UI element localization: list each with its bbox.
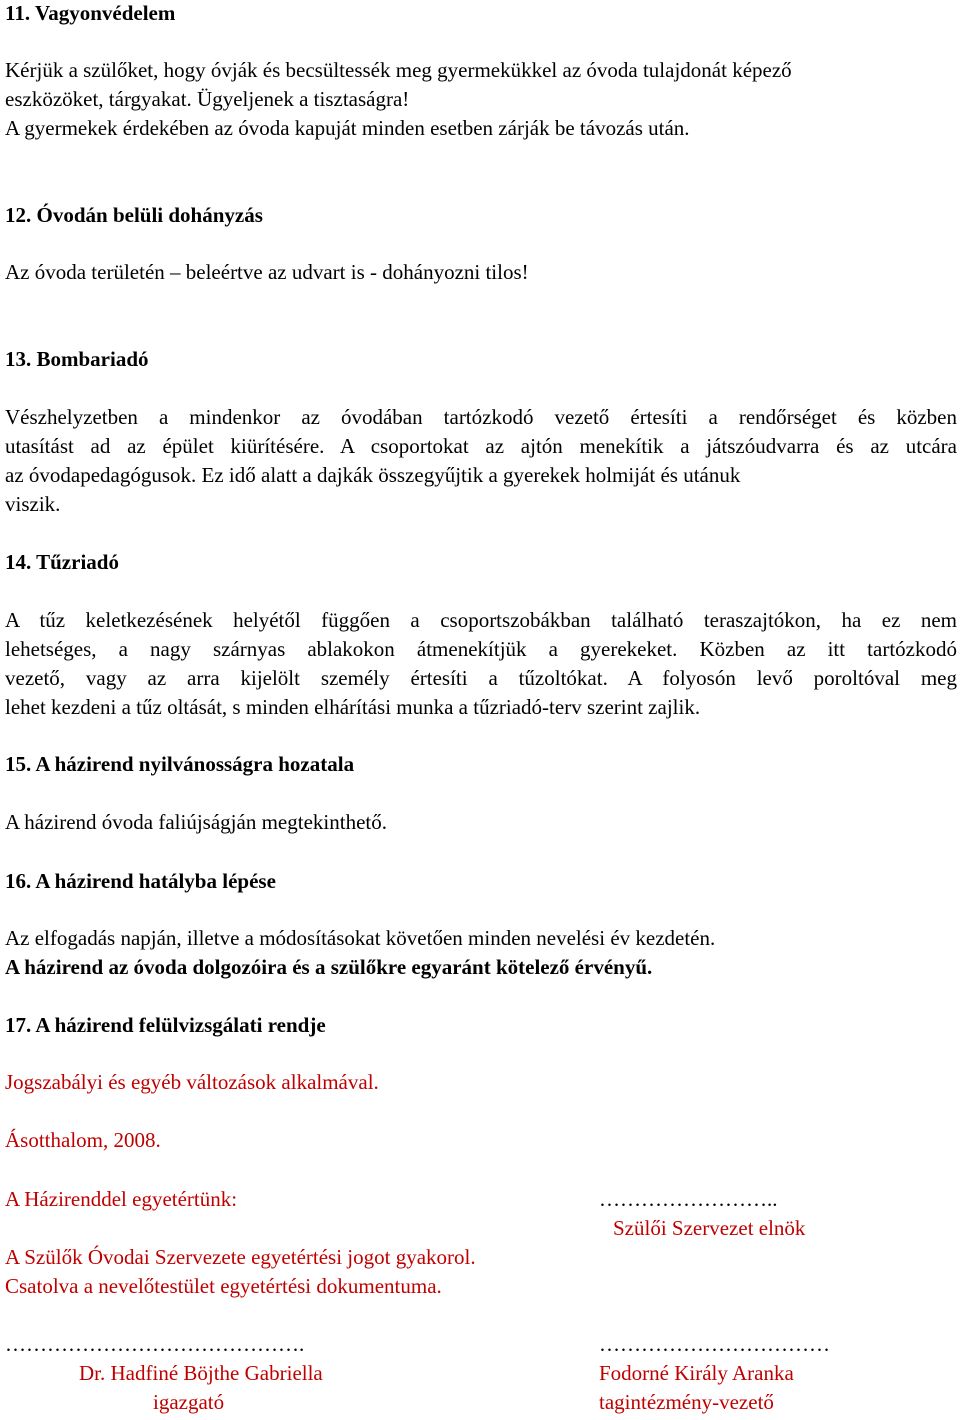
section-14-line-1: A tűz keletkezésének helyétől függően a csoportszobákban található teraszajtókon, ha ez nem [5, 608, 957, 632]
section-13-line-1: Vészhelyzetben a mindenkor az óvodában tartózkodó vezető értesíti a rendőrséget és közben [5, 405, 957, 429]
consent-line-1: A Szülők Óvodai Szervezete egyetértési jogot gyakorol. [5, 1245, 476, 1269]
section-12-line-1: Az óvoda területén – beleértve az udvart is - dohányozni tilos! [5, 260, 529, 284]
section-11-line-3: A gyermekek érdekében az óvoda kapuját minden esetben zárják be távozás után. [5, 116, 690, 140]
left-signature-name: Dr. Hadfiné Böjthe Gabriella [79, 1361, 323, 1385]
section-11-line-2: eszközöket, tárgyakat. Ügyeljenek a tisztaságra! [5, 87, 410, 111]
section-16-line-2: A házirend az óvoda dolgozóira és a szülőkre egyaránt kötelező érvényű. [5, 955, 653, 979]
place-date: Ásotthalom, 2008. [5, 1128, 161, 1152]
section-12-heading: 12. Óvodán belüli dohányzás [5, 203, 263, 227]
section-14-heading: 14. Tűzriadó [5, 550, 119, 574]
parents-org-signature-line: …………………….. [599, 1187, 778, 1211]
section-15-line-1: A házirend óvoda faliújságján megtekinthető. [5, 810, 387, 834]
left-signature-role: igazgató [153, 1390, 225, 1414]
section-14-line-3: vezető, vagy az arra kijelölt személy értesíti a tűzoltókat. A folyosón levő poroltóval meg [5, 666, 957, 690]
section-11-line-1: Kérjük a szülőket, hogy óvják és becsültessék meg gyermekükkel az óvoda tulajdonát képező [5, 58, 792, 82]
section-13-line-4: viszik. [5, 492, 61, 516]
section-15-heading: 15. A házirend nyilvánosságra hozatala [5, 752, 355, 776]
section-16-line-1: Az elfogadás napján, illetve a módosításokat követően minden nevelési év kezdetén. [5, 926, 716, 950]
right-signature-line: …………………………… [599, 1332, 830, 1356]
agreement-text: A Házirenddel egyetértünk: [5, 1187, 238, 1211]
section-13-line-2: utasítást ad az épület kiürítésére. A csoportokat az ajtón menekítik a játszóudvarra és az utcára [5, 434, 957, 458]
section-17-line-1: Jogszabályi és egyéb változások alkalmával. [5, 1070, 379, 1094]
section-14-line-2: lehetséges, a nagy szárnyas ablakokon átmenekítjük a gyerekeket. Közben az itt tartózkodó [5, 637, 957, 661]
consent-line-2: Csatolva a nevelőtestület egyetértési dokumentuma. [5, 1274, 442, 1298]
right-signature-role: tagintézmény-vezető [599, 1390, 774, 1414]
parents-org-title: Szülői Szervezet elnök [613, 1216, 806, 1240]
section-11-heading: 11. Vagyonvédelem [5, 1, 176, 25]
section-13-heading: 13. Bombariadó [5, 347, 149, 371]
right-signature-name: Fodorné Király Aranka [599, 1361, 794, 1385]
section-17-heading: 17. A házirend felülvizsgálati rendje [5, 1013, 326, 1037]
section-13-line-3: az óvodapedagógusok. Ez idő alatt a dajkák összegyűjtik a gyerekek holmiját és utánuk [5, 463, 741, 487]
section-16-heading: 16. A házirend hatályba lépése [5, 869, 276, 893]
section-14-line-4: lehet kezdeni a tűz oltását, s minden elhárítási munka a tűzriadó-terv szerint zajlik. [5, 695, 701, 719]
left-signature-line: ……………………………………. [5, 1332, 305, 1356]
